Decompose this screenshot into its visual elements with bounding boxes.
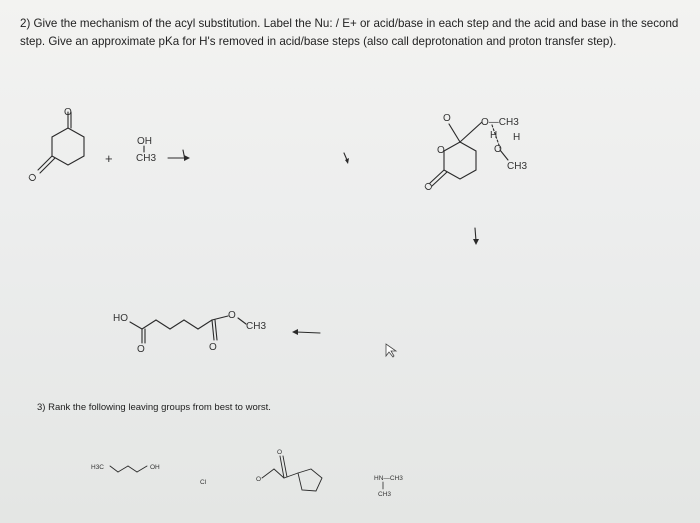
ketone-carbonyl-o: O xyxy=(277,449,283,456)
amine-hn-label: HN—CH3 xyxy=(374,475,403,482)
product-ester-o-label: O xyxy=(228,310,236,321)
mouse-cursor-icon xyxy=(386,344,396,357)
dione-carbonyl-o-top: O xyxy=(64,107,72,118)
ketone-leaving-group-structure xyxy=(262,456,322,491)
question-3-text: 3) Rank the following leaving groups from best to worst. xyxy=(37,402,271,413)
question-2-text: 2) Give the mechanism of the acyl substitution. Label the Nu: / E+ or acid/base in each step and the acid and base in the second step. Give an approximate pKa for H's removed in acid/base steps (also call deprotonation and proton transfer step). xyxy=(20,17,679,48)
reaction-arrow-back xyxy=(296,332,320,333)
amine-ch3-label: CH3 xyxy=(378,491,392,498)
alcohol-oh-label: OH xyxy=(150,464,160,471)
intermediate-h-a-label: H xyxy=(490,130,498,141)
reaction-arrow-2 xyxy=(344,153,347,160)
alcohol-h3c-label: H3C xyxy=(91,464,105,471)
product-ch3-label: CH3 xyxy=(246,321,267,332)
methanol-ch3-label: CH3 xyxy=(136,153,157,164)
intermediate-ch3-bottom-label: CH3 xyxy=(507,161,528,172)
methanol-oh-label: OH xyxy=(137,136,152,147)
intermediate-o-top-label: O xyxy=(443,113,451,124)
intermediate-och3-label: O—CH3 xyxy=(481,117,519,128)
plus-sign: + xyxy=(105,151,113,166)
alcohol-leaving-group-structure xyxy=(110,466,147,472)
intermediate-o-mid-label: O xyxy=(494,144,502,155)
product-ketone-o: O xyxy=(137,344,145,355)
product-ester-carbonyl-o: O xyxy=(209,342,217,353)
product-ho-label: HO xyxy=(113,313,128,324)
intermediate-ring-o: O xyxy=(437,145,445,156)
ketone-o-minus-label: O xyxy=(256,476,262,483)
intermediate-h-b-label: H xyxy=(513,132,521,143)
dione-reactant-structure xyxy=(38,112,84,173)
chloride-label: Cl xyxy=(200,479,207,486)
intermediate-carbonyl-o: O xyxy=(422,180,436,194)
dione-carbonyl-o-bottom: O xyxy=(26,171,40,185)
